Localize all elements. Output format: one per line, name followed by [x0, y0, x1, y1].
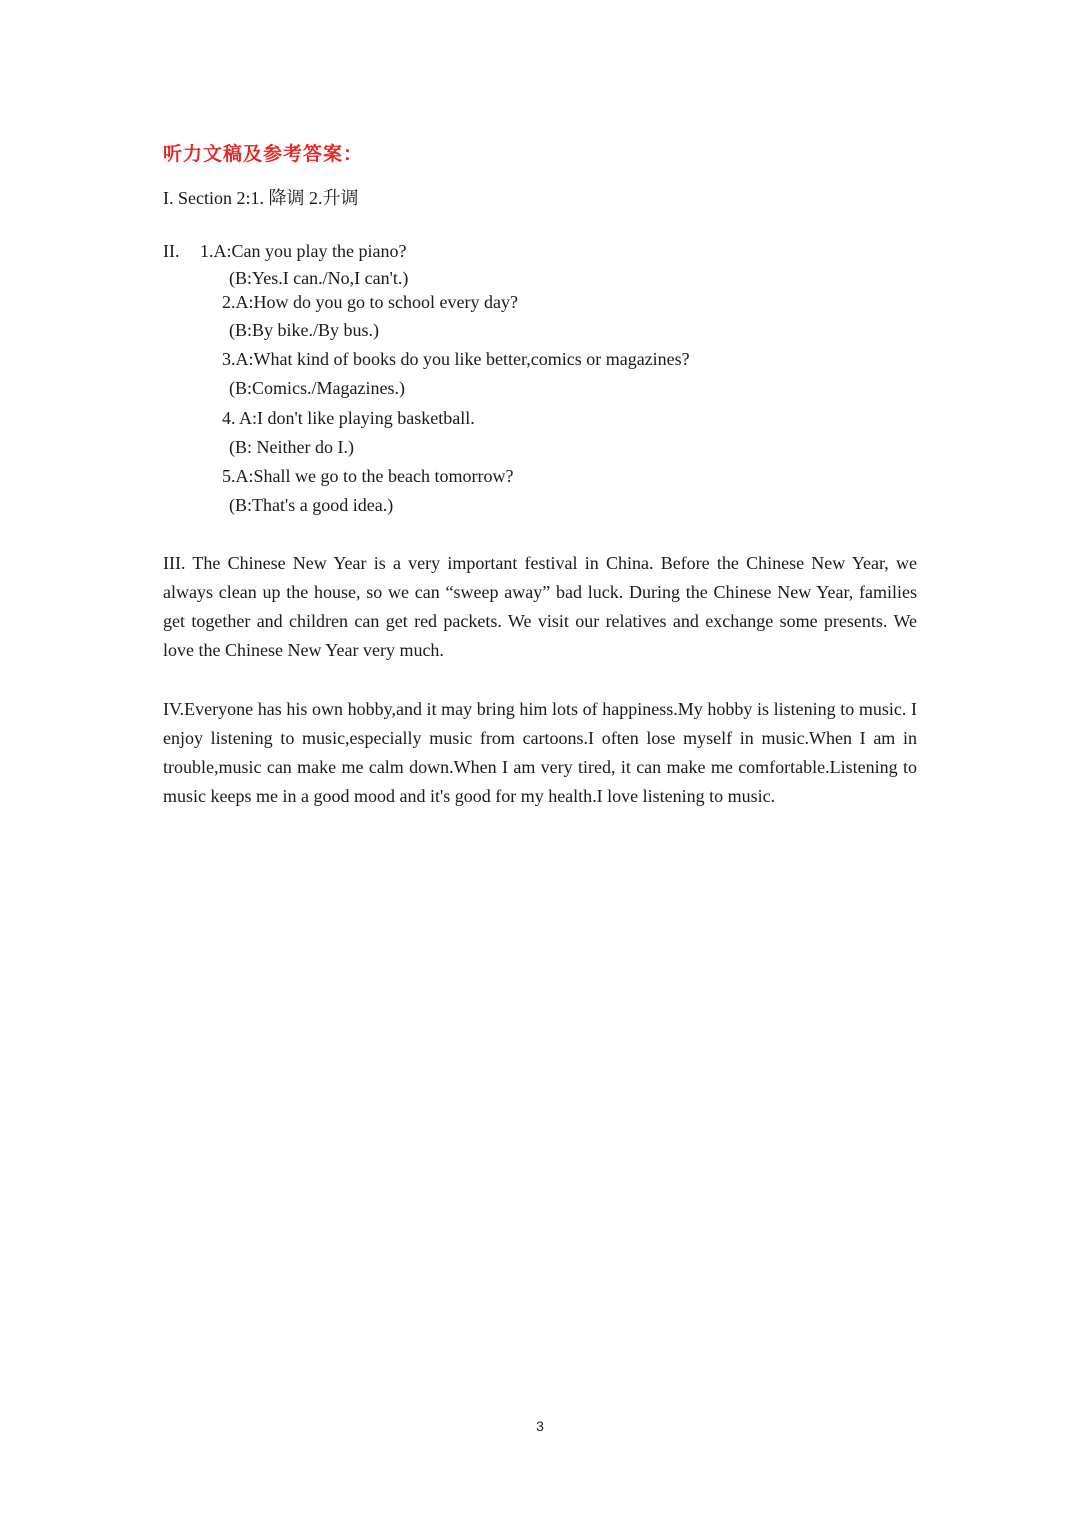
- dialogue-line: (B:Comics./Magazines.): [229, 378, 405, 398]
- dialogue-line: 3.A:What kind of books do you like better,comics or magazines?: [222, 349, 690, 369]
- section-1-answers: I. Section 2:1. 降调 2.升调: [163, 188, 359, 208]
- page-number: 3: [536, 1418, 544, 1434]
- section-4-passage: IV.Everyone has his own hobby,and it may bring him lots of happiness.My hobby is listening to music. I enjoy listening to music,especially music from cartoons.I often lose myself in music.When I am in trouble,music can make me calm down.When I am very tired, it can make me comfortable.Listening to music keeps me in a good mood and it's good for my health.I love listening to music.: [163, 699, 917, 806]
- section-heading: 听力文稿及参考答案：: [163, 143, 364, 165]
- section-2-label: II.: [163, 241, 180, 261]
- dialogue-line: (B:By bike./By bus.): [229, 320, 380, 340]
- dialogue-line: (B:That's a good idea.): [229, 495, 394, 515]
- dialogue-line: 2.A:How do you go to school every day?: [222, 292, 518, 312]
- dialogue-line: 1.A:Can you play the piano?: [200, 241, 407, 261]
- section-3-passage: III. The Chinese New Year is a very important festival in China. Before the Chinese New Year, we always clean up the house, so we can “sweep away” bad luck. During the Chinese New Year, families get together and children can get red packets. We visit our relatives and exchange some presents. We love the Chinese New Year very much.: [163, 553, 917, 660]
- dialogue-line: 4. A:I don't like playing basketball.: [222, 408, 475, 428]
- dialogue-line: (B: Neither do I.): [229, 437, 354, 457]
- dialogue-line: 5.A:Shall we go to the beach tomorrow?: [222, 466, 514, 486]
- dialogue-line: (B:Yes.I can./No,I can't.): [229, 268, 409, 288]
